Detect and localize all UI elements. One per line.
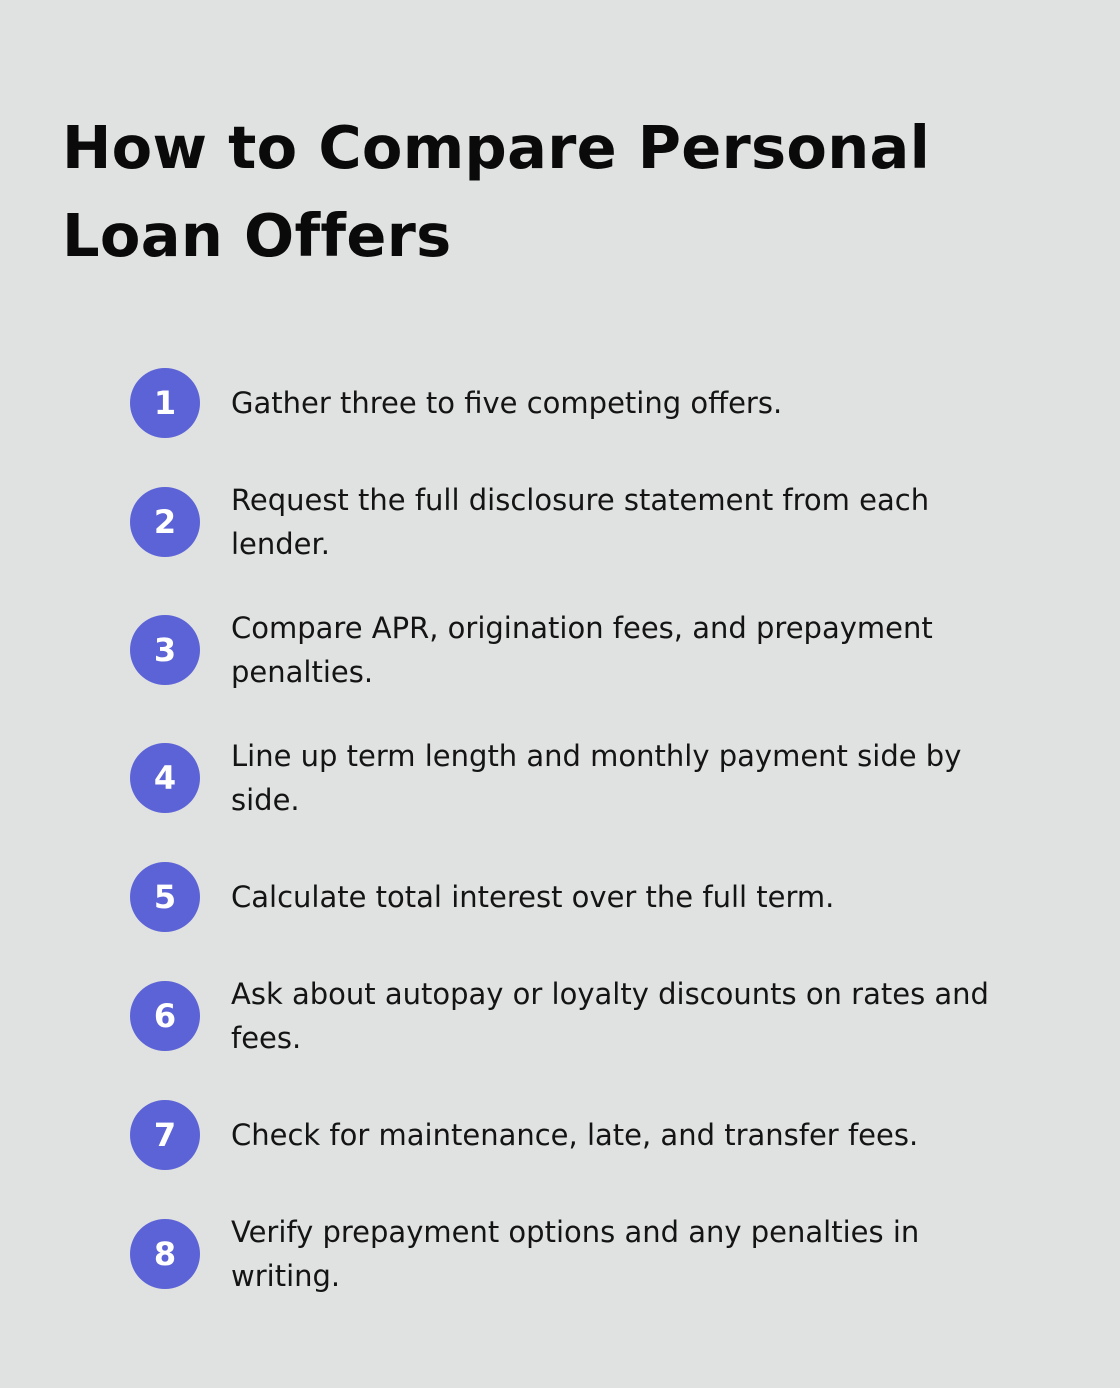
step-text: Check for maintenance, late, and transfer fees. (231, 1118, 919, 1152)
step-number-badge: 3 (130, 615, 200, 685)
step-number-badge: 2 (130, 487, 200, 557)
step-2 (130, 478, 1030, 566)
page-title: How to Compare Personal Loan Offers (62, 113, 931, 270)
step-number-badge: 7 (130, 1100, 200, 1170)
step-text: Request the full disclosure statement from each lender. (231, 483, 930, 561)
step-text: Line up term length and monthly payment side by side. (231, 739, 962, 817)
step-text: Compare APR, origination fees, and prepayment penalties. (231, 611, 933, 689)
step-3 (130, 606, 1030, 694)
step-number-badge: 5 (130, 862, 200, 932)
step-text: Ask about autopay or loyalty discounts on rates and fees. (231, 977, 989, 1055)
step-8 (130, 1210, 1030, 1298)
step-number-badge: 6 (130, 981, 200, 1051)
step-number-badge: 1 (130, 368, 200, 438)
step-text: Gather three to five competing offers. (231, 386, 783, 420)
step-number-badge: 8 (130, 1219, 200, 1289)
step-4 (130, 734, 1030, 822)
step-number-badge: 4 (130, 743, 200, 813)
step-text: Verify prepayment options and any penalties in writing. (231, 1215, 920, 1293)
step-6 (130, 972, 1030, 1060)
step-text: Calculate total interest over the full term. (231, 880, 835, 914)
step-7 (130, 1100, 1030, 1170)
step-5 (130, 862, 1030, 932)
step-1 (130, 368, 1030, 438)
